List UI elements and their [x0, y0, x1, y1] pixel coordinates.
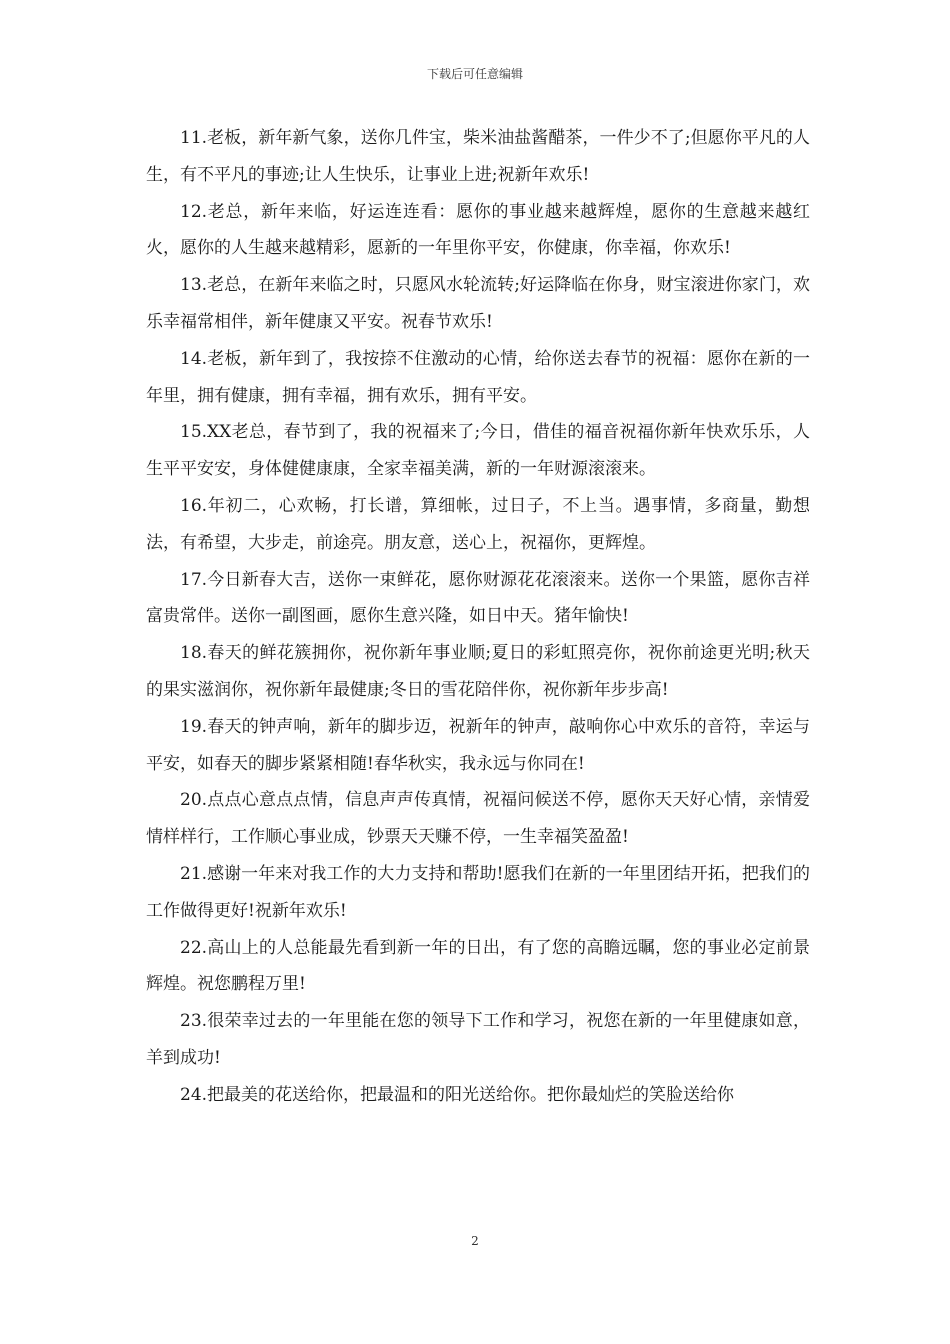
paragraph-13: 13.老总，在新年来临之时，只愿风水轮流转;好运降临在你身，财宝滚进你家门，欢乐幸福常相伴，新年健康又平安。祝春节欢乐! — [146, 275, 810, 332]
paragraph-12: 12.老总，新年来临，好运连连看：愿你的事业越来越辉煌，愿你的生意越来越红火，愿你的人生越来越精彩，愿新的一年里你平安，你健康，你幸福，你欢乐! — [146, 201, 810, 259]
paragraph-23: 23.很荣幸过去的一年里能在您的领导下工作和学习，祝您在新的一年里健康如意，羊到成功! — [146, 1011, 810, 1068]
paragraph-24: 24.把最美的花送给你，把最温和的阳光送给你。把你最灿烂的笑脸送给你 — [180, 1084, 735, 1105]
paragraph-16: 16.年初二，心欢畅，打长谱，算细帐，过日子，不上当。遇事情，多商量，勤想法，有希望，大步走，前途亮。朋友意，送心上，祝福你，更辉煌。 — [146, 495, 810, 553]
paragraph-21: 21.感谢一年来对我工作的大力支持和帮助!愿我们在新的一年里团结开拓，把我们的工作做得更好!祝新年欢乐! — [146, 863, 810, 921]
paragraph-22: 22.高山上的人总能最先看到新一年的日出，有了您的高瞻远瞩，您的事业必定前景辉煌。祝您鹏程万里! — [146, 937, 810, 995]
paragraph-14: 14.老板，新年到了，我按捺不住激动的心情，给你送去春节的祝福：愿你在新的一年里，拥有健康，拥有幸福，拥有欢乐，拥有平安。 — [146, 348, 810, 406]
page-header: 下载后可任意编辑 — [426, 67, 523, 81]
paragraph-17: 17.今日新春大吉，送你一束鲜花，愿你财源花花滚滚来。送你一个果篮，愿你吉祥富贵常伴。送你一副图画，愿你生意兴隆，如日中天。猪年愉快! — [146, 569, 810, 627]
paragraph-11: 11.老板，新年新气象，送你几件宝，柴米油盐酱醋茶，一件少不了;但愿你平凡的人生，有不平凡的事迹;让人生快乐，让事业上进;祝新年欢乐! — [146, 128, 810, 185]
paragraph-15: 15.XX老总，春节到了，我的祝福来了;今日，借佳的福音祝福你新年快欢乐乐，人生平平安安，身体健健康康，全家幸福美满，新的一年财源滚滚来。 — [146, 422, 810, 480]
paragraph-19: 19.春天的钟声响，新年的脚步迈，祝新年的钟声，敲响你心中欢乐的音符，幸运与平安，如春天的脚步紧紧相随!春华秋实，我永远与你同在! — [146, 716, 810, 774]
page-number: 2 — [471, 1234, 479, 1248]
paragraph-18: 18.春天的鲜花簇拥你，祝你新年事业顺;夏日的彩虹照亮你，祝你前途更光明;秋天的果实滋润你，祝你新年最健康;冬日的雪花陪伴你，祝你新年步步高! — [146, 643, 810, 700]
paragraph-20: 20.点点心意点点情，信息声声传真情，祝福问候送不停，愿你天天好心情，亲情爱情样样行，工作顺心事业成，钞票天天赚不停，一生幸福笑盈盈! — [146, 790, 810, 848]
document-body — [146, 120, 810, 1114]
